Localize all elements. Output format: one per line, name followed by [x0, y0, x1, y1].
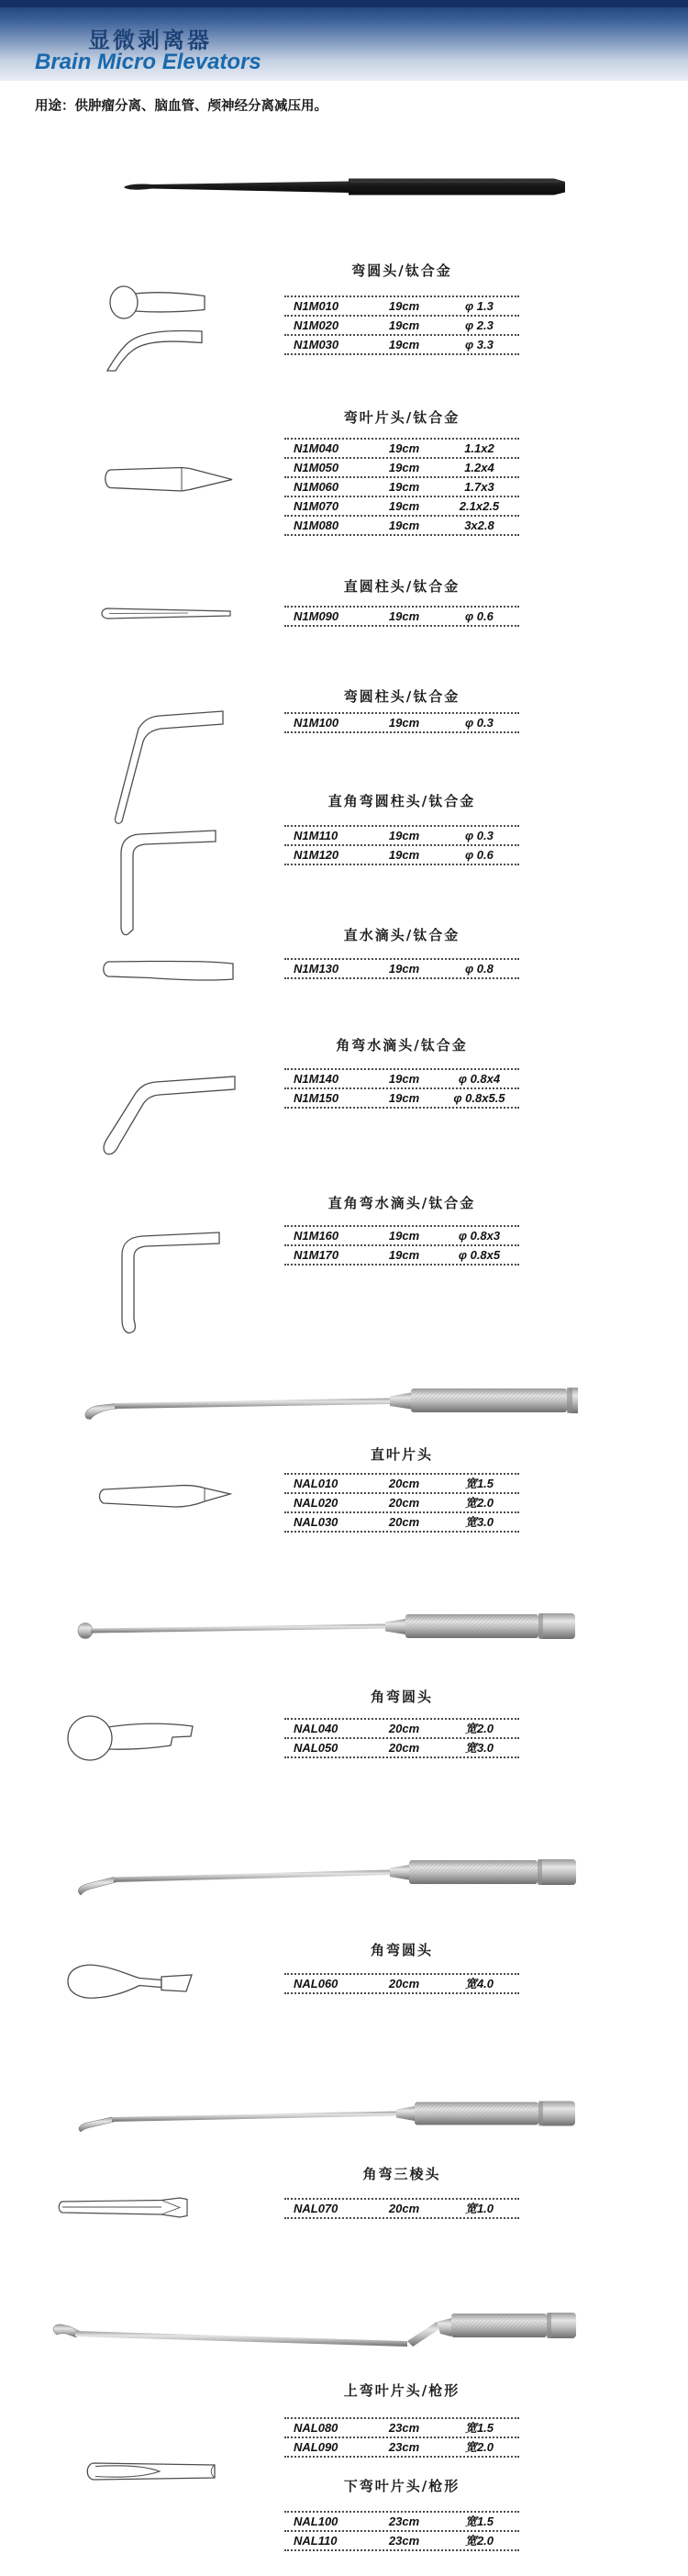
length-cell: 19cm: [388, 1091, 420, 1105]
page-title-english: Brain Micro Elevators: [35, 50, 261, 74]
table-row: [284, 827, 519, 846]
table-row: [284, 1720, 519, 1739]
length-cell: 19cm: [388, 299, 420, 313]
spec-cell: 宽1.5: [464, 2421, 494, 2435]
spec-table: [284, 1973, 519, 1994]
table-row: [284, 1070, 519, 1089]
product-code-cell: N1M100: [294, 716, 339, 730]
table-row: [284, 1739, 519, 1758]
section-title: 直水滴头/钛合金: [343, 927, 461, 943]
product-code-cell: N1M070: [294, 499, 339, 513]
spec-cell: φ 0.6: [465, 848, 494, 862]
product-code-cell: NAL020: [294, 1496, 338, 1510]
line-drawing-gouge-channel-tip: [81, 2459, 220, 2483]
section-title: 弯圆柱头/钛合金: [343, 688, 461, 705]
length-cell: 19cm: [388, 1248, 420, 1262]
spec-cell: 宽2.0: [464, 2534, 494, 2548]
table-row: [284, 2438, 519, 2458]
product-code-cell: NAL070: [294, 2202, 338, 2215]
usage-note: 用途：供肿瘤分离、脑血管、颅神经分离减压用。: [35, 99, 327, 114]
table-row: [284, 317, 519, 336]
table-row: [284, 846, 519, 865]
spec-cell: 宽3.0: [464, 1515, 494, 1529]
product-code-cell: N1M110: [294, 829, 338, 842]
product-code-cell: N1M040: [294, 441, 339, 455]
section-title: 直角弯水滴头/钛合金: [327, 1195, 476, 1211]
spec-cell: 宽4.0: [464, 1977, 494, 1991]
product-code-cell: NAL060: [294, 1977, 338, 1991]
product-code-cell: NAL080: [294, 2421, 338, 2435]
table-row: [284, 459, 519, 478]
table-row: [284, 297, 519, 317]
product-code-cell: N1M020: [294, 318, 339, 332]
section-title: 上弯叶片头/枪形: [343, 2382, 461, 2399]
spec-table: [284, 1473, 519, 1533]
spec-cell: 1.2x4: [464, 461, 494, 474]
spec-table: [284, 1718, 519, 1758]
product-code-cell: NAL090: [294, 2440, 338, 2454]
spec-cell: φ 0.8x5: [458, 1248, 501, 1262]
length-cell: 23cm: [388, 2421, 420, 2435]
product-code-cell: N1M060: [294, 480, 339, 494]
instrument-photo-bayonet-elevator: [48, 2303, 578, 2375]
spec-cell: 宽1.0: [464, 2202, 494, 2215]
spec-table: [284, 438, 519, 536]
spec-cell: φ 0.3: [465, 829, 494, 842]
length-cell: 20cm: [388, 1477, 420, 1490]
line-drawing-straight-drop-head: [99, 956, 237, 982]
instrument-photo-angled-tip-elevator: [73, 1854, 578, 1900]
spec-table: [284, 2511, 519, 2551]
section-title: 角弯圆头: [370, 1942, 433, 1958]
line-drawing-curved-round-head-top: [108, 283, 209, 321]
spec-table: [284, 606, 519, 627]
section-title: 角弯水滴头/钛合金: [336, 1037, 468, 1054]
spec-cell: 1.1x2: [464, 441, 494, 455]
spec-cell: 2.1x2.5: [459, 499, 500, 513]
product-code-cell: N1M090: [294, 609, 339, 623]
product-code-cell: N1M130: [294, 962, 339, 976]
line-drawing-curved-cylinder: [103, 707, 227, 831]
product-code-cell: N1M160: [294, 1229, 339, 1243]
spec-table: [284, 958, 519, 979]
spec-cell: φ 2.3: [465, 318, 494, 332]
line-drawing-right-angle-cylinder: [108, 826, 218, 938]
length-cell: 20cm: [388, 2202, 420, 2215]
length-cell: 20cm: [388, 1515, 420, 1529]
table-row: [284, 2419, 519, 2438]
product-code-cell: NAL110: [294, 2534, 338, 2548]
spec-cell: φ 0.3: [465, 716, 494, 730]
table-row: [284, 1227, 519, 1246]
product-code-cell: N1M030: [294, 338, 339, 351]
table-row: [284, 1246, 519, 1266]
line-drawing-triangular-head: [53, 2195, 191, 2219]
product-code-cell: N1M150: [294, 1091, 339, 1105]
spec-cell: 宽2.0: [464, 2440, 494, 2454]
table-row: [284, 1494, 519, 1513]
table-row: [284, 497, 519, 517]
length-cell: 19cm: [388, 461, 420, 474]
spec-table: [284, 1225, 519, 1266]
page-title-chinese: 显微剥离器: [88, 28, 212, 53]
spec-cell: 3x2.8: [464, 519, 494, 532]
line-drawing-right-angle-drop-head: [105, 1228, 223, 1338]
table-row: [284, 1513, 519, 1533]
product-code-cell: N1M140: [294, 1072, 339, 1086]
spec-table: [284, 2417, 519, 2458]
spec-cell: 宽1.5: [464, 1477, 494, 1490]
table-row: [284, 2532, 519, 2551]
length-cell: 19cm: [388, 1072, 420, 1086]
instrument-photo-curved-tip-elevator: [78, 1378, 578, 1422]
length-cell: 19cm: [388, 609, 420, 623]
table-row: [284, 440, 519, 459]
instrument-photo-fine-angled-tip-elevator: [75, 2098, 575, 2136]
product-code-cell: N1M170: [294, 1248, 339, 1262]
section-title: 角弯三棱头: [362, 2166, 441, 2182]
table-row: [284, 478, 519, 497]
spec-cell: φ 3.3: [465, 338, 494, 351]
section-title: 弯叶片头/钛合金: [343, 409, 461, 426]
line-drawing-straight-cylinder: [96, 604, 234, 624]
length-cell: 20cm: [388, 1741, 420, 1755]
length-cell: 19cm: [388, 716, 420, 730]
length-cell: 19cm: [388, 1229, 420, 1243]
product-code-cell: N1M120: [294, 848, 339, 862]
length-cell: 19cm: [388, 338, 420, 351]
product-code-cell: NAL040: [294, 1722, 338, 1735]
spec-cell: φ 0.6: [465, 609, 494, 623]
product-code-cell: NAL030: [294, 1515, 338, 1529]
length-cell: 20cm: [388, 1977, 420, 1991]
length-cell: 20cm: [388, 1496, 420, 1510]
length-cell: 23cm: [388, 2534, 420, 2548]
spec-cell: 宽2.0: [464, 1496, 494, 1510]
product-code-cell: NAL100: [294, 2515, 338, 2528]
spec-table: [284, 825, 519, 865]
product-code-cell: N1M010: [294, 299, 339, 313]
section-title: 下弯叶片头/枪形: [343, 2478, 461, 2494]
spec-cell: 宽2.0: [464, 1722, 494, 1735]
spec-cell: φ 0.8x5.5: [453, 1091, 505, 1105]
length-cell: 23cm: [388, 2515, 420, 2528]
table-row: [284, 960, 519, 979]
product-code-cell: NAL010: [294, 1477, 338, 1490]
line-drawing-curved-round-head-side: [103, 325, 205, 373]
table-row: [284, 336, 519, 355]
length-cell: 20cm: [388, 1722, 420, 1735]
table-row: [284, 714, 519, 733]
spec-cell: 宽1.5: [464, 2515, 494, 2528]
spec-cell: φ 1.3: [465, 299, 494, 313]
section-title: 弯圆头/钛合金: [351, 262, 452, 279]
length-cell: 19cm: [388, 318, 420, 332]
product-code-cell: N1M050: [294, 461, 339, 474]
header-top-bar: [0, 0, 688, 7]
length-cell: 19cm: [388, 848, 420, 862]
section-title: 直叶片头: [370, 1446, 433, 1463]
section-title: 直圆柱头/钛合金: [343, 578, 461, 595]
length-cell: 19cm: [388, 499, 420, 513]
length-cell: 23cm: [388, 2440, 420, 2454]
line-drawing-angled-drop-head: [92, 1070, 239, 1160]
instrument-photo-round-head-elevator: [73, 1606, 578, 1647]
length-cell: 19cm: [388, 519, 420, 532]
spec-table: [284, 2198, 519, 2219]
spec-cell: φ 0.8: [465, 962, 494, 976]
length-cell: 19cm: [388, 480, 420, 494]
table-row: [284, 2200, 519, 2219]
spec-table: [284, 1068, 519, 1109]
line-drawing-curved-leaf-blade: [101, 463, 239, 495]
line-drawing-teardrop-head: [61, 1960, 198, 2002]
spec-cell: φ 0.8x4: [458, 1072, 501, 1086]
table-row: [284, 1475, 519, 1494]
product-code-cell: NAL050: [294, 1741, 338, 1755]
spec-table: [284, 712, 519, 733]
section-title: 直角弯圆柱头/钛合金: [327, 793, 476, 809]
line-drawing-angled-round-head: [64, 1712, 197, 1764]
length-cell: 19cm: [388, 441, 420, 455]
table-row: [284, 608, 519, 627]
instrument-photo-black-elevator: [119, 171, 578, 204]
table-row: [284, 517, 519, 536]
length-cell: 19cm: [388, 962, 420, 976]
spec-table: [284, 296, 519, 355]
line-drawing-straight-leaf-blade: [94, 1481, 237, 1511]
spec-cell: 宽3.0: [464, 1741, 494, 1755]
length-cell: 19cm: [388, 829, 420, 842]
spec-cell: 1.7x3: [464, 480, 494, 494]
product-code-cell: N1M080: [294, 519, 339, 532]
section-title: 角弯圆头: [370, 1689, 433, 1705]
table-row: [284, 1975, 519, 1994]
spec-cell: φ 0.8x3: [458, 1229, 501, 1243]
table-row: [284, 1089, 519, 1109]
table-row: [284, 2513, 519, 2532]
